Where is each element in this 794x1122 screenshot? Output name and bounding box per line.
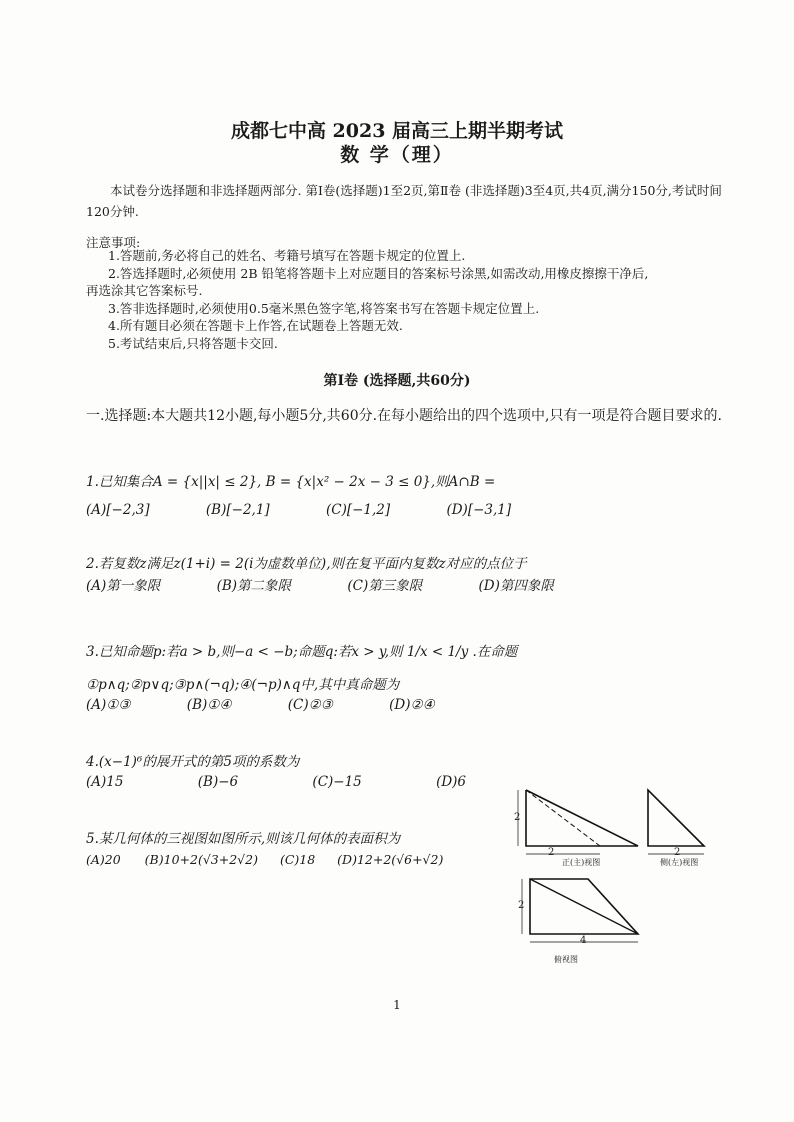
notice-item: 再选涂其它答案标号. bbox=[86, 283, 203, 298]
question-1-options bbox=[86, 502, 563, 518]
question-4-stem: 4.(x−1)⁶的展开式的第5项的系数为 bbox=[86, 754, 300, 770]
option-c: (C)第三象限 bbox=[347, 578, 423, 594]
option-c: (C)18 bbox=[279, 852, 316, 867]
top-width-label: 4 bbox=[580, 935, 587, 946]
option-a: (A)第一象限 bbox=[86, 578, 161, 594]
top-height-label: 2 bbox=[518, 900, 525, 911]
front-height-label: 2 bbox=[514, 812, 521, 823]
question-1-stem: 1.已知集合A = {x||x| ≤ 2}, B = {x|x² − 2x − 3 ≤ 0},则A∩B = bbox=[86, 474, 496, 490]
front-view bbox=[518, 790, 638, 854]
option-d: (D)[−3,1] bbox=[446, 502, 512, 518]
question-2-options bbox=[86, 574, 606, 594]
notice-item: 4.所有题目必须在答题卡上作答,在试题卷上答题无效. bbox=[108, 318, 403, 333]
page-subtitle: 数 学（理） bbox=[340, 144, 454, 166]
option-c: (C)[−1,2] bbox=[325, 502, 391, 518]
notice-item: 3.答非选择题时,必须使用0.5毫米黑色签字笔,将答案书写在答题卡规定位置上. bbox=[108, 300, 540, 316]
option-b: (B)①④ bbox=[186, 697, 232, 713]
option-a: (A)①③ bbox=[86, 697, 131, 713]
top-view bbox=[522, 879, 638, 942]
question-5-stem: 5.某几何体的三视图如图所示,则该几何体的表面积为 bbox=[86, 831, 401, 847]
front-width-label: 2 bbox=[548, 847, 555, 858]
section-title: 第Ⅰ卷 (选择题,共60分) bbox=[323, 373, 471, 389]
page-title: 成都七中高 2023 届高三上期半期考试 bbox=[230, 120, 564, 142]
notice-title: 注意事项: bbox=[86, 235, 141, 250]
option-c: (C)−15 bbox=[312, 774, 362, 790]
notice-item: 5.考试结束后,只将答题卡交回. bbox=[108, 335, 278, 351]
option-a: (A)[−2,3] bbox=[86, 502, 150, 518]
notice-item: 1.答题前,务必将自己的姓名、考籍号填写在答题卡规定的位置上. bbox=[108, 248, 466, 263]
option-c: (C)②③ bbox=[287, 697, 333, 713]
question-3-stem: 3.已知命题p:若a > b,则−a < −b;命题q:若x > y,则 1/x < 1/y .在命题 bbox=[86, 644, 518, 660]
option-b: (B)第二象限 bbox=[216, 578, 292, 594]
option-d: (D)6 bbox=[436, 774, 467, 790]
notice-list bbox=[86, 247, 726, 352]
option-d: (D)②④ bbox=[389, 697, 435, 713]
option-b: (B)10+2(√3+2√2) bbox=[144, 852, 258, 867]
option-b: (B)−6 bbox=[197, 774, 239, 790]
option-a: (A)15 bbox=[86, 774, 124, 790]
question-2-stem: 2.若复数z满足z(1+i) = 2(i为虚数单位),则在复平面内复数z对应的点位于 bbox=[86, 556, 527, 572]
notice-item: 2.答选择题时,必须使用 2B 铅笔将答题卡上对应题目的答案标号涂黑,如需改动,用橡皮擦擦干净后, bbox=[108, 265, 649, 281]
side-view-caption: 侧(左)视图 bbox=[660, 858, 699, 867]
option-d: (D)第四象限 bbox=[478, 578, 554, 594]
three-view-figure bbox=[508, 784, 718, 969]
option-b: (B)[−2,1] bbox=[205, 502, 270, 518]
intro-paragraph: 本试卷分选择题和非选择题两部分. 第Ⅰ卷(选择题)1至2页,第Ⅱ卷 (非选择题)3至4页,共4页,满分150分,考试时间120分钟. bbox=[86, 183, 722, 219]
question-4-options bbox=[86, 774, 518, 790]
front-view-caption: 正(主)视图 bbox=[562, 858, 601, 867]
option-d: (D)12+2(√6+√2) bbox=[337, 852, 444, 867]
page-number: 1 bbox=[393, 998, 401, 1012]
top-view-caption: 俯视图 bbox=[554, 955, 578, 964]
option-a: (A)20 bbox=[86, 852, 121, 867]
question-3-options bbox=[86, 697, 487, 713]
section-intro: 一.选择题:本大题共12小题,每小题5分,共60分.在每小题给出的四个选项中,只有一项是符合题目要求的. bbox=[86, 408, 722, 424]
question-5-options bbox=[86, 852, 495, 867]
question-3-stem-2: ①p∧q;②p∨q;③p∧(¬q);④(¬p)∧q中,其中真命题为 bbox=[86, 677, 400, 693]
side-width-label: 2 bbox=[674, 847, 681, 858]
side-view bbox=[648, 790, 704, 854]
